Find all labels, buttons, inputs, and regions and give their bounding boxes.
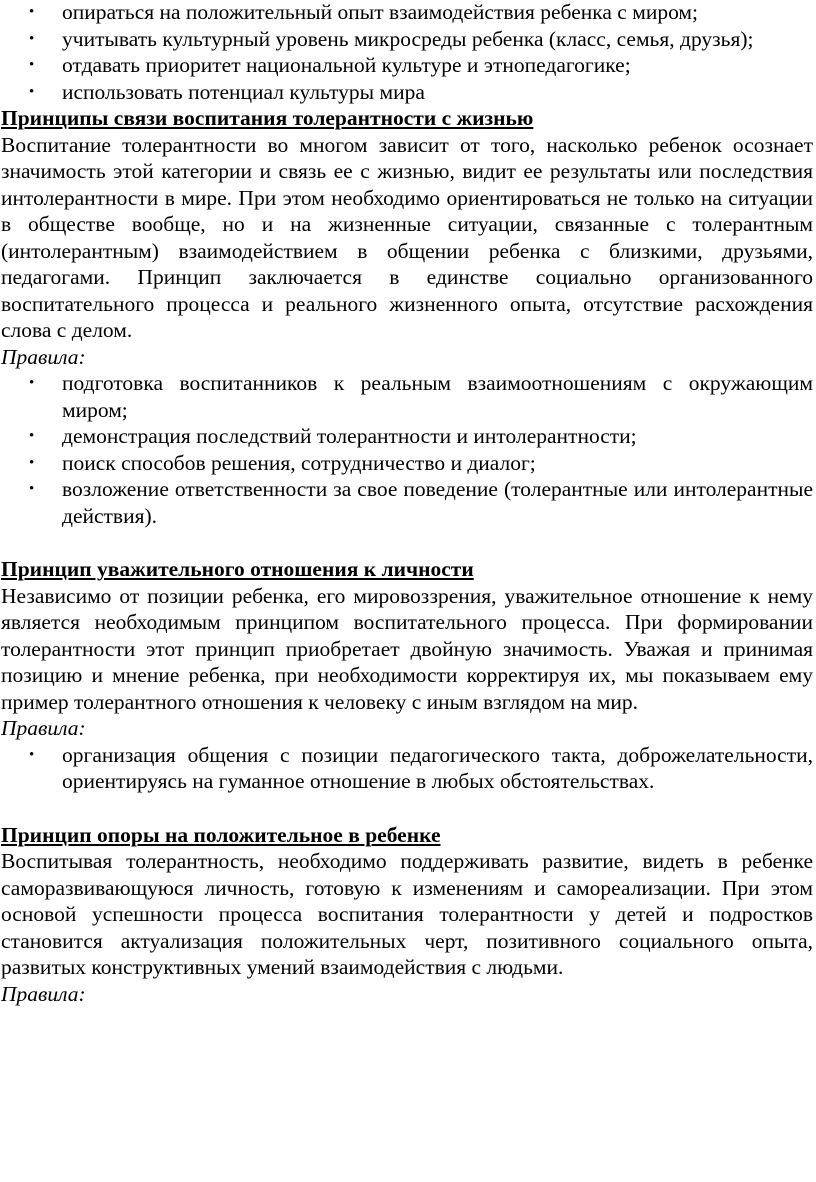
list-item: • возложение ответственности за свое поведение (толерантные или интолерантные действия).: [62, 476, 813, 529]
section-paragraph: Воспитывая толерантность, необходимо поддерживать развитие, видеть в ребенке саморазвивающуюся личность, готовую к изменениям и самореализации. При этом основой успешности процесса воспитания толерантности у детей и подростков становится актуализация положительных черт, позитивного социального опыта, развитых конструктивных умений взаимодействия с людьми.: [1, 849, 813, 979]
document-body: [1, 0, 813, 1007]
section-heading: Принцип уважительного отношения к личности: [1, 557, 474, 581]
paragraph-spacer: [1, 529, 813, 556]
list-item: • подготовка воспитанников к реальным взаимоотношениям с окружающим миром;: [62, 370, 813, 423]
section-life-connection: [1, 105, 813, 529]
list-item: • организация общения с позиции педагогического такта, доброжелательности, ориентируясь на гуманное отношение в любых обстоятельствах.: [62, 742, 813, 795]
section-paragraph: Независимо от позиции ребенка, его мировоззрения, уважительное отношение к нему является необходимым принципом воспитательного процесса. При формировании толерантности этот принцип приобретает двойную значимость. Уважая и принимая позицию и мнение ребенка, при необходимости корректируя их, мы показываем ему пример толерантного отношения к человеку с иным взглядом на мир.: [1, 583, 813, 714]
rules-label: Правила:: [1, 981, 86, 1006]
list-item: • опираться на положительный опыт взаимодействия ребенка с миром;: [62, 0, 813, 26]
list-item: • использовать потенциал культуры мира: [62, 79, 813, 106]
rules-label: Правила:: [1, 344, 86, 369]
list-item: • демонстрация последствий толерантности и интолерантности;: [62, 423, 813, 450]
list-item: • поиск способов решения, сотрудничество и диалог;: [62, 450, 813, 477]
rules-list: [1, 742, 813, 795]
list-item: • отдавать приоритет национальной культуре и этнопедагогике;: [62, 52, 813, 79]
section-heading: Принципы связи воспитания толерантности с жизнью: [1, 106, 534, 130]
section-respect: [1, 556, 813, 795]
section-paragraph: Воспитание толерантности во многом зависит от того, насколько ребенок осознает значимость этой категории и связь ее с жизнью, видит ее результаты или последствия интолерантности в мире. При этом необходимо ориентироваться не только на ситуации в обществе вообще, но и на жизненные ситуации, связанные с толерантным (интолерантным) взаимодействием в общении ребенка с близкими, друзьями, педагогами. Принцип заключается в единстве социально организованного воспитательного процесса и реального жизненного опыта, отсутствие расхождения слова с делом.: [1, 132, 813, 342]
rules-list: [1, 370, 813, 529]
section-heading: Принцип опоры на положительное в ребенке: [1, 822, 441, 847]
intro-bullet-list: [1, 0, 813, 105]
list-item: • учитывать культурный уровень микросреды ребенка (класс, семья, друзья);: [62, 26, 813, 53]
paragraph-spacer: [1, 795, 813, 822]
section-positive-support: [1, 822, 813, 1008]
rules-label: Правила:: [1, 716, 86, 740]
